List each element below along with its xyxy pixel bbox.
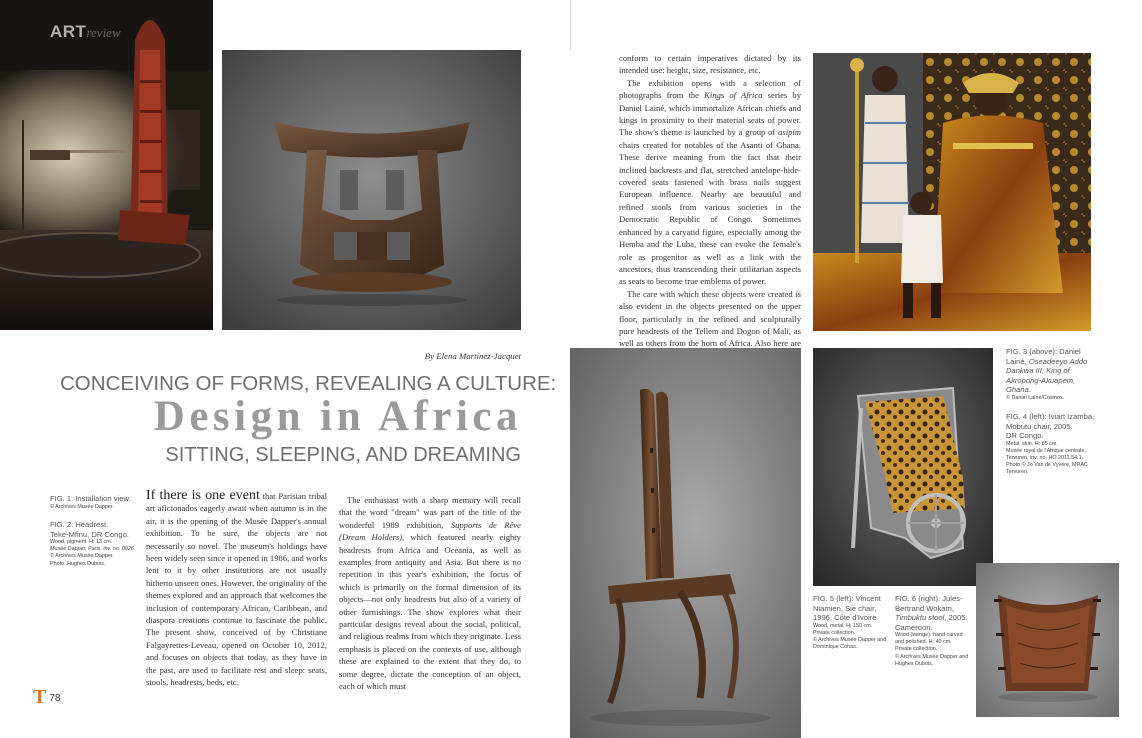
caption-fig6-title2: Bertrand Wokam, (895, 603, 954, 613)
page-number: 78 (49, 693, 61, 704)
caption-fig4-line2: Musée royal de l'Afrique centrale, (1006, 447, 1086, 454)
caption-fig2 (50, 520, 145, 568)
caption-fig3-title2-italic: Oseadeeyo Addo (1028, 356, 1088, 366)
section-header-italic: review (86, 25, 121, 40)
headrest-photo (222, 50, 521, 330)
timbuktu-stool-photo (976, 563, 1119, 717)
article-text: The enthusiast with a sharp memory will recall that the word "dream" was part of the title of the wonderful 1989 exhibition, (339, 495, 521, 530)
caption-fig2-line4: Photo: Hughes Dubois. (50, 560, 106, 567)
caption-fig5-line3: © Archives Musée Dapper and (813, 636, 887, 643)
caption-fig2-line1: Wood, pigment. H: 13 cm. (50, 539, 113, 545)
caption-fig6 (895, 594, 975, 668)
page-gutter (570, 0, 571, 50)
caption-fig2-title2: Teke-Mfinu, DR Congo. (50, 529, 129, 539)
article-text: , which featured nearly eighty headrests from Africa and Oceania, as well as examples from antiquity and Asia. But there is no repetition in this year's exhibition, the focus of which is primarily on the formal dimension of its objects—not only headrests but also of a variety of other furnishings. The show explores what their particular designs reveal about the social, political, and religious realms from which they originate. Less emphasis is placed on the contexts of use, although these are explained to the extent that they do, to some degree, dictate the conception of an object, each of which must (339, 532, 521, 692)
caption-fig4-line3: Tervuren, inv. no. HO.2011.54.1. (1006, 454, 1084, 461)
caption-fig1 (50, 494, 145, 511)
caption-fig5-title2: Niamien, Sie chair, (813, 603, 877, 613)
caption-fig6-title3-end: , 2005. (944, 613, 968, 622)
sie-chair-photo (570, 348, 801, 738)
byline: By Elena Martínez-Jacquet (424, 351, 521, 361)
caption-fig5-title1: FIG. 5 (left): Vincent (813, 594, 881, 603)
article-paragraph: The care with which these objects were created is also evident in the objects presented on the upper floor, particularly in the refined and sculpturally pure headrests of the Tellem and Dogon of Mali, as well as others from the horn of Africa. Also here are (619, 288, 801, 349)
caption-fig6-line2: and polished. H: 40 cm. (895, 639, 952, 646)
section-header (50, 22, 121, 42)
subtitle: SITTING, SLEEPING, AND DREAMING (165, 444, 521, 466)
caption-fig6-line1: Wood (wenge), hand carved (895, 632, 963, 638)
caption-fig1-credit: © Archives Musée Dapper. (50, 503, 114, 510)
article-paragraph (146, 490, 327, 689)
caption-fig5-line2: Private collection. (813, 629, 856, 636)
caption-fig4-line1: Metal, skin. H: 85 cm. (1006, 440, 1058, 447)
caption-fig2-line2: Musée Dapper, Paris, inv. no. 0926. (50, 546, 136, 553)
article-paragraph (619, 77, 801, 288)
caption-fig5-line1: Wood, metal. H: 150 cm. (813, 622, 873, 629)
caption-fig6-line5: Hughes Dubois. (895, 660, 934, 667)
caption-fig5-title3: 1996. Côte d'Ivoire. (813, 613, 879, 622)
caption-fig4-line4: Photo © Jo Van de Vyvere, MRAC (1006, 462, 1088, 469)
kicker: CONCEIVING OF FORMS, REVEALING A CULTURE: (60, 372, 557, 395)
article-text: The exhibition opens with a selection of photographs from the (619, 77, 801, 101)
article-text: series by Daniel Lainé, which immortalize African chiefs and kings in proximity to their material seats of power. The show's theme is launched by a group of (619, 90, 801, 138)
caption-fig3-title2: Lainé, (1006, 356, 1029, 366)
caption-fig3-title5-end: . (1028, 385, 1031, 394)
caption-fig4-title3: DR Congo. (1006, 431, 1044, 440)
mobutu-chair-photo (813, 348, 993, 586)
caption-fig1-title: FIG. 1: Installation view. (50, 494, 131, 503)
article-italic: Kings of Africa (704, 90, 763, 101)
caption-fig4 (1006, 412, 1116, 477)
page-footer (33, 686, 60, 709)
caption-fig3 (1006, 347, 1116, 402)
caption-fig5 (813, 594, 893, 651)
caption-fig4-line5: Tervuren. (1006, 469, 1029, 476)
article-paragraph (339, 494, 521, 693)
article-column-2 (339, 494, 521, 693)
article-text: chairs created for notables of the Asanti of Ghana. These derive meaning from the fact that their inclined backrests and flat, stretched antelope-hide-covered seats fastened with brass nails suggest European influence. Nearby are beautiful and refined stools from various societies in the Democratic Republic of Congo. Sometimes enhanced by a caryatid figure, especially among the Hemba and the Luba, these can evoke the female's role as progenitor as well as a link with the ancestors, thus transcending their utilitarian aspects as seats to become true emblems of power. (619, 139, 801, 287)
caption-fig2-line3: © Archives Musée Dapper. (50, 553, 114, 560)
magazine-logo: T (33, 686, 47, 708)
caption-fig2-title1: FIG. 2: Headrest. (50, 520, 109, 529)
king-portrait-photo (813, 53, 1091, 331)
lead-in: If there is one event (146, 488, 260, 503)
caption-fig6-line4: © Archives Musée Dapper and (895, 653, 969, 660)
section-header-bold: ART (50, 22, 87, 41)
caption-fig6-title3: Timbuktu stool (895, 613, 945, 622)
article-italic: asipim (778, 127, 801, 138)
article-text: that Parisian tribal art aficionados eagerly await when autumn is in the air, it is the opening of the Musée Dapper's annual exhibition. To be sure, the objects are not necessarily so novel. The museum's holdings have been widely seen since it opened in 1986, and works lent to it by other institutions are not usually hitherto unseen ones. However, the originality of the themes explored and an approach that welcomes the inclusion of contemporary African, Caribbean, and diaspora creations continue to fascinate the public. The present show, conceived of by Christiane Falgayrettes-Leveau, opened on October 10, 2012, and focuses on objects that today, as they have in the past, are used to facilitate rest and sleep: seats, stools, headrests, beds, etc. (146, 491, 327, 688)
caption-fig6-title4: Cameroon. (895, 622, 933, 632)
caption-fig3-title1: FIG. 3 (above): Daniel (1006, 347, 1081, 356)
caption-fig4-title2: Mobutu chair, 2005. (1006, 421, 1073, 431)
article-paragraph: conform to certain imperatives dictated by its intended use: height, size, resistance, etc. (619, 53, 801, 76)
caption-fig4-title1: FIG. 4 (left): Iviart Izamba, (1006, 412, 1095, 421)
caption-fig3-credit: © Daniel Lainé/Cosmos. (1006, 394, 1065, 401)
installation-view-photo (0, 0, 213, 330)
caption-fig3-title5: Ghana (1006, 385, 1029, 394)
article-column-1 (146, 490, 327, 689)
caption-fig6-line3: Private collection. (895, 646, 938, 653)
article-column-3 (619, 52, 801, 375)
caption-fig3-title3: Dankwa III, King of (1006, 366, 1070, 375)
caption-fig3-title4: Akropong-Akuapem, (1006, 375, 1076, 385)
page-title: Design in Africa (153, 393, 522, 440)
article-italic: Supports de Rêve (Dream Holders) (339, 519, 521, 543)
caption-fig6-title1: FIG. 6 (right): Jules- (895, 594, 963, 603)
caption-fig5-line4: Dominique Cohas. (813, 644, 858, 651)
